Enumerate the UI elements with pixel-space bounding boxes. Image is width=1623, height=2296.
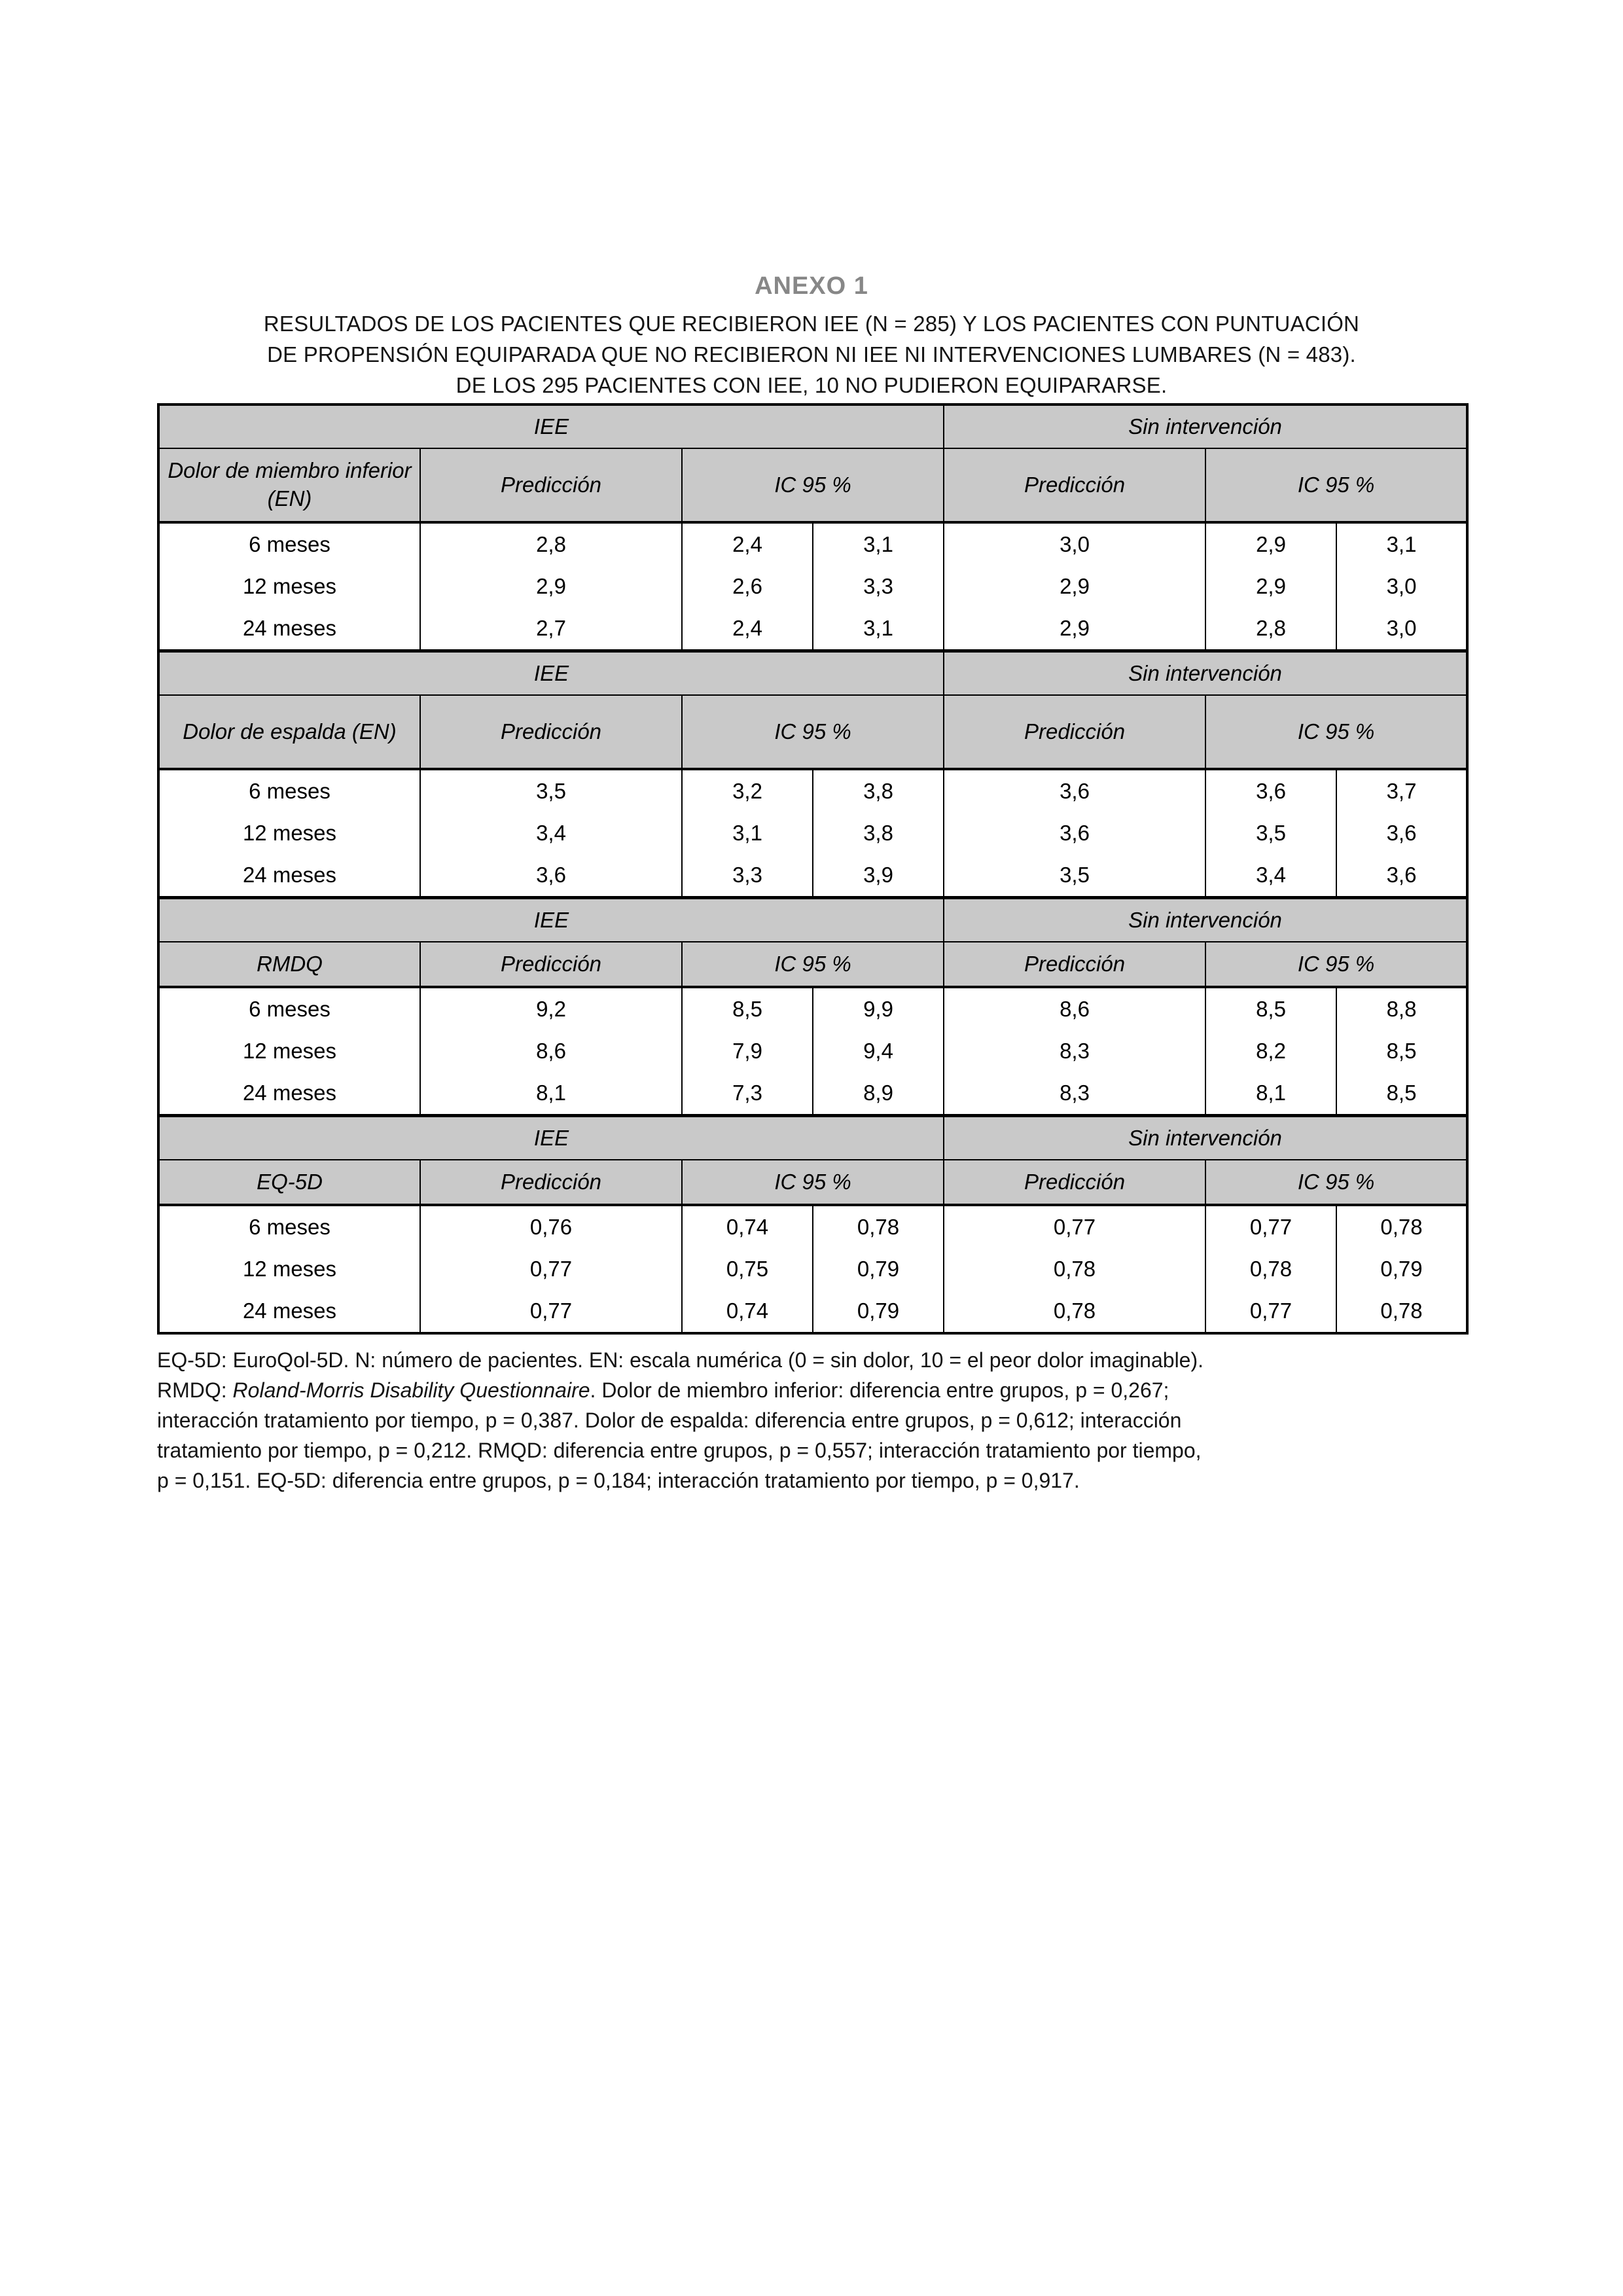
value-cell: 0,78 — [944, 1290, 1205, 1333]
period-cell: 12 meses — [158, 812, 420, 854]
value-cell: 0,77 — [1205, 1205, 1336, 1248]
section-label: EQ-5D — [158, 1160, 420, 1205]
value-cell: 0,77 — [420, 1248, 682, 1290]
period-cell: 6 meses — [158, 987, 420, 1030]
group-header-row — [158, 1116, 1467, 1160]
value-cell: 2,9 — [1205, 565, 1336, 607]
value-cell: 2,9 — [1205, 522, 1336, 565]
value-cell: 3,8 — [813, 769, 944, 812]
period-cell: 6 meses — [158, 1205, 420, 1248]
value-cell: 8,5 — [682, 987, 813, 1030]
value-cell: 3,6 — [1336, 854, 1467, 898]
table-row — [158, 607, 1467, 651]
value-cell: 0,77 — [1205, 1290, 1336, 1333]
group-header-iee: IEE — [158, 1116, 944, 1160]
subtitle-line-3: DE LOS 295 PACIENTES CON IEE, 10 NO PUDIERON EQUIPARARSE. — [455, 373, 1168, 397]
value-cell: 0,74 — [682, 1290, 813, 1333]
value-cell: 3,9 — [813, 854, 944, 898]
footnote-line: tratamiento por tiempo, p = 0,212. RMQD: diferencia entre grupos, p = 0,557; interacción tratamiento por tiempo, — [157, 1439, 1202, 1462]
value-cell: 0,78 — [1205, 1248, 1336, 1290]
column-header-prediccion: Predicción — [944, 1160, 1205, 1205]
value-cell: 3,7 — [1336, 769, 1467, 812]
value-cell: 7,3 — [682, 1072, 813, 1116]
value-cell: 9,9 — [813, 987, 944, 1030]
table-row — [158, 1072, 1467, 1116]
value-cell: 7,9 — [682, 1030, 813, 1072]
footnote — [157, 1345, 1440, 1496]
group-header-row — [158, 651, 1467, 696]
value-cell: 0,76 — [420, 1205, 682, 1248]
value-cell: 3,5 — [1205, 812, 1336, 854]
value-cell: 3,8 — [813, 812, 944, 854]
value-cell: 0,79 — [813, 1290, 944, 1333]
value-cell: 3,6 — [944, 769, 1205, 812]
value-cell: 8,5 — [1336, 1030, 1467, 1072]
value-cell: 8,1 — [1205, 1072, 1336, 1116]
period-cell: 12 meses — [158, 1030, 420, 1072]
column-header-ic95: IC 95 % — [682, 1160, 944, 1205]
table-row — [158, 565, 1467, 607]
table-row — [158, 812, 1467, 854]
period-cell: 12 meses — [158, 565, 420, 607]
value-cell: 0,78 — [1336, 1205, 1467, 1248]
column-header-ic95: IC 95 % — [1205, 448, 1467, 522]
table-row — [158, 1248, 1467, 1290]
value-cell: 8,3 — [944, 1030, 1205, 1072]
value-cell: 2,9 — [420, 565, 682, 607]
value-cell: 2,9 — [944, 565, 1205, 607]
period-cell: 24 meses — [158, 607, 420, 651]
footnote-line — [157, 1375, 1440, 1405]
value-cell: 9,2 — [420, 987, 682, 1030]
value-cell: 3,1 — [682, 812, 813, 854]
footnote-text: . Dolor de miembro inferior: diferencia entre grupos, p = 0,267; — [590, 1378, 1169, 1402]
group-header-sin-intervencion: Sin intervención — [944, 1116, 1467, 1160]
table-row — [158, 854, 1467, 898]
value-cell: 3,5 — [420, 769, 682, 812]
value-cell: 8,9 — [813, 1072, 944, 1116]
value-cell: 3,1 — [1336, 522, 1467, 565]
table-row — [158, 1290, 1467, 1333]
value-cell: 3,6 — [1336, 812, 1467, 854]
value-cell: 0,77 — [420, 1290, 682, 1333]
period-cell: 24 meses — [158, 1290, 420, 1333]
subtitle-line-1: RESULTADOS DE LOS PACIENTES QUE RECIBIERON IEE (N = 285) Y LOS PACIENTES CON PUNTUACIÓN — [263, 312, 1360, 336]
group-header-sin-intervencion: Sin intervención — [944, 651, 1467, 696]
group-header-row — [158, 898, 1467, 942]
value-cell: 3,4 — [1205, 854, 1336, 898]
column-header-prediccion: Predicción — [420, 448, 682, 522]
value-cell: 3,0 — [1336, 565, 1467, 607]
value-cell: 8,2 — [1205, 1030, 1336, 1072]
value-cell: 2,7 — [420, 607, 682, 651]
value-cell: 8,6 — [944, 987, 1205, 1030]
group-header-sin-intervencion: Sin intervención — [944, 404, 1467, 448]
column-header-prediccion: Predicción — [420, 695, 682, 769]
column-header-row — [158, 695, 1467, 769]
value-cell: 0,79 — [813, 1248, 944, 1290]
title-block — [0, 0, 1623, 401]
value-cell: 8,8 — [1336, 987, 1467, 1030]
value-cell: 9,4 — [813, 1030, 944, 1072]
subtitle-line-2: DE PROPENSIÓN EQUIPARADA QUE NO RECIBIERON NI IEE NI INTERVENCIONES LUMBARES (N = 483). — [267, 342, 1356, 367]
value-cell: 0,77 — [944, 1205, 1205, 1248]
column-header-prediccion: Predicción — [944, 942, 1205, 987]
value-cell: 3,0 — [944, 522, 1205, 565]
value-cell: 2,9 — [944, 607, 1205, 651]
value-cell: 3,6 — [944, 812, 1205, 854]
group-header-iee: IEE — [158, 898, 944, 942]
column-header-prediccion: Predicción — [944, 448, 1205, 522]
period-cell: 24 meses — [158, 854, 420, 898]
value-cell: 3,3 — [682, 854, 813, 898]
table-row — [158, 987, 1467, 1030]
period-cell: 12 meses — [158, 1248, 420, 1290]
value-cell: 3,0 — [1336, 607, 1467, 651]
page-subtitle — [0, 308, 1623, 401]
value-cell: 0,78 — [944, 1248, 1205, 1290]
value-cell: 3,1 — [813, 522, 944, 565]
column-header-prediccion: Predicción — [420, 1160, 682, 1205]
section-label: Dolor de miembro inferior (EN) — [158, 448, 420, 522]
value-cell: 2,4 — [682, 607, 813, 651]
value-cell: 0,75 — [682, 1248, 813, 1290]
footnote-text: RMDQ: — [157, 1378, 233, 1402]
column-header-ic95: IC 95 % — [682, 695, 944, 769]
column-header-ic95: IC 95 % — [1205, 1160, 1467, 1205]
column-header-prediccion: Predicción — [420, 942, 682, 987]
value-cell: 3,6 — [420, 854, 682, 898]
value-cell: 8,5 — [1205, 987, 1336, 1030]
group-header-sin-intervencion: Sin intervención — [944, 898, 1467, 942]
table-row — [158, 1030, 1467, 1072]
value-cell: 2,8 — [420, 522, 682, 565]
period-cell: 6 meses — [158, 522, 420, 565]
table-row — [158, 769, 1467, 812]
column-header-prediccion: Predicción — [944, 695, 1205, 769]
section-label: Dolor de espalda (EN) — [158, 695, 420, 769]
section-label: RMDQ — [158, 942, 420, 987]
content-area — [157, 403, 1466, 1496]
value-cell: 8,1 — [420, 1072, 682, 1116]
value-cell: 3,2 — [682, 769, 813, 812]
group-header-row — [158, 404, 1467, 448]
value-cell: 0,74 — [682, 1205, 813, 1248]
value-cell: 0,78 — [1336, 1290, 1467, 1333]
value-cell: 8,5 — [1336, 1072, 1467, 1116]
table-row — [158, 522, 1467, 565]
value-cell: 3,6 — [1205, 769, 1336, 812]
column-header-ic95: IC 95 % — [1205, 695, 1467, 769]
footnote-line: interacción tratamiento por tiempo, p = 0,387. Dolor de espalda: diferencia entre grupos, p = 0,612; interacción — [157, 1408, 1182, 1432]
value-cell: 0,79 — [1336, 1248, 1467, 1290]
column-header-row — [158, 448, 1467, 522]
value-cell: 2,6 — [682, 565, 813, 607]
value-cell: 0,78 — [813, 1205, 944, 1248]
value-cell: 8,6 — [420, 1030, 682, 1072]
results-table — [157, 403, 1469, 1335]
table-row — [158, 1205, 1467, 1248]
column-header-ic95: IC 95 % — [1205, 942, 1467, 987]
footnote-italic-text: Roland-Morris Disability Questionnaire — [232, 1378, 590, 1402]
group-header-iee: IEE — [158, 404, 944, 448]
page-title: ANEXO 1 — [755, 272, 868, 300]
column-header-row — [158, 1160, 1467, 1205]
value-cell: 3,3 — [813, 565, 944, 607]
footnote-line: EQ-5D: EuroQol-5D. N: número de pacientes. EN: escala numérica (0 = sin dolor, 10 = el peor dolor imaginable). — [157, 1348, 1204, 1372]
period-cell: 24 meses — [158, 1072, 420, 1116]
group-header-iee: IEE — [158, 651, 944, 696]
column-header-ic95: IC 95 % — [682, 942, 944, 987]
period-cell: 6 meses — [158, 769, 420, 812]
footnote-line: p = 0,151. EQ-5D: diferencia entre grupos, p = 0,184; interacción tratamiento por tiempo, p = 0,917. — [157, 1469, 1080, 1492]
value-cell: 3,5 — [944, 854, 1205, 898]
value-cell: 2,8 — [1205, 607, 1336, 651]
value-cell: 3,1 — [813, 607, 944, 651]
value-cell: 2,4 — [682, 522, 813, 565]
column-header-ic95: IC 95 % — [682, 448, 944, 522]
column-header-row — [158, 942, 1467, 987]
value-cell: 8,3 — [944, 1072, 1205, 1116]
value-cell: 3,4 — [420, 812, 682, 854]
